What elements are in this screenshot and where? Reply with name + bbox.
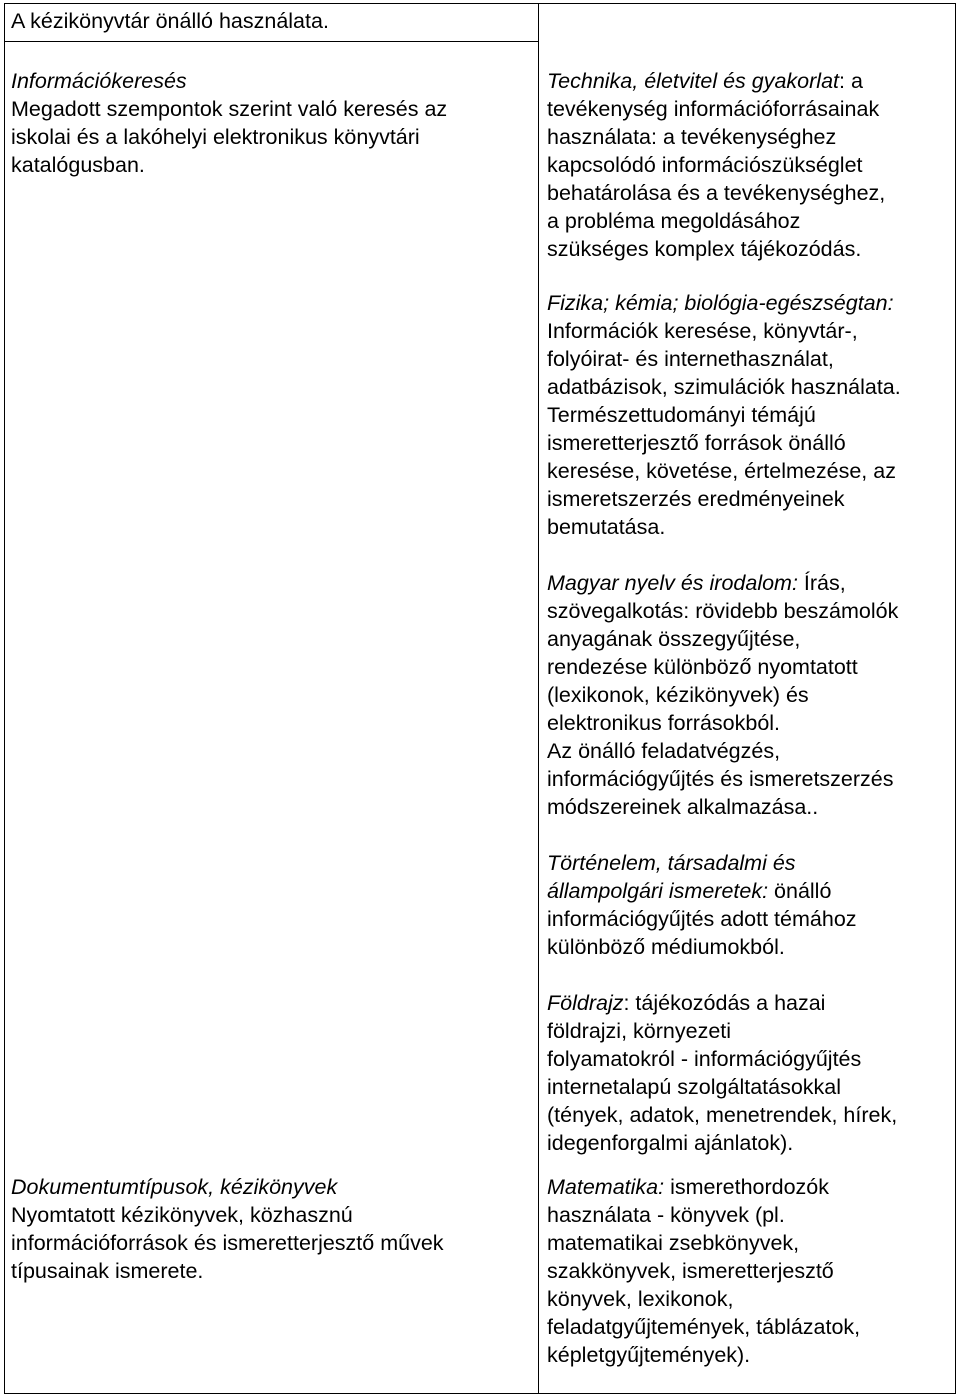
text-line: keresése, követése, értelmezése, az: [547, 459, 896, 483]
subject-label: Földrajz: [547, 991, 624, 1015]
text-line: bemutatása.: [547, 515, 666, 539]
text-run: : a: [839, 69, 863, 93]
left-block-dokumentumtipusok: [11, 1173, 444, 1285]
text-line: matematikai zsebkönyvek,: [547, 1231, 800, 1255]
column-divider: [538, 4, 539, 1393]
text-line: folyóirat- és internethasználat,: [547, 347, 834, 371]
text-line: folyamatokról - információgyűjtés: [547, 1047, 862, 1071]
text-line: iskolai és a lakóhelyi elektronikus könyvtári: [11, 125, 420, 149]
table-header-cell: [11, 7, 329, 35]
text-line: kapcsolódó információszükséglet: [547, 153, 863, 177]
subject-label: Matematika:: [547, 1175, 665, 1199]
text-line: [547, 877, 857, 905]
subject-label: Történelem, társadalmi és: [547, 851, 796, 875]
text-line: tevékenység információforrásainak: [547, 97, 880, 121]
right-block-fizika: [547, 289, 901, 541]
text-line: rendezése különböző nyomtatott: [547, 655, 858, 679]
subject-label: Technika, életvitel és gyakorlat: [547, 69, 840, 93]
text-line: különböző médiumokból.: [547, 935, 785, 959]
right-block-technika: [547, 67, 885, 263]
text-line: típusainak ismerete.: [11, 1259, 204, 1283]
text-run: ismerethordozók: [664, 1175, 830, 1199]
right-block-matematika: [547, 1173, 860, 1369]
text-line: Megadott szempontok szerint való keresés az: [11, 97, 448, 121]
text-line: adatbázisok, szimulációk használata.: [547, 375, 901, 399]
text-line: képletgyűjtemények).: [547, 1343, 751, 1367]
subject-label: Magyar nyelv és irodalom:: [547, 571, 798, 595]
right-block-magyar: [547, 569, 898, 821]
text-line: információgyűjtés adott témához: [547, 907, 857, 931]
text-line: internetalapú szolgáltatásokkal: [547, 1075, 842, 1099]
left-block-informaciokereses: [11, 67, 447, 179]
text-line: elektronikus forrásokból.: [547, 711, 781, 735]
text-run: önálló: [768, 879, 832, 903]
text-line: Az önálló feladatvégzés,: [547, 739, 781, 763]
text-line: [547, 67, 885, 95]
block-heading: Dokumentumtípusok, kézikönyvek: [11, 1175, 338, 1199]
text-line: Nyomtatott kézikönyvek, közhasznú: [11, 1203, 353, 1227]
text-line: (tények, adatok, menetrendek, hírek,: [547, 1103, 898, 1127]
subject-label: Fizika; kémia; biológia-egészségtan:: [547, 291, 894, 315]
text-line: [547, 569, 898, 597]
right-block-foldrajz: [547, 989, 897, 1157]
text-line: ismeretszerzés eredményeinek: [547, 487, 845, 511]
text-line: katalógusban.: [11, 153, 145, 177]
text-run: Írás,: [797, 571, 846, 595]
right-block-tortenelem: [547, 849, 857, 961]
text-line: könyvek, lexikonok,: [547, 1287, 734, 1311]
text-line: használata - könyvek (pl.: [547, 1203, 785, 1227]
text-line: szakkönyvek, ismeretterjesztő: [547, 1259, 834, 1283]
text-line: idegenforgalmi ajánlatok).: [547, 1131, 794, 1155]
text-line: földrajzi, környezeti: [547, 1019, 732, 1043]
row-divider: [5, 41, 538, 42]
text-run: : tájékozódás a hazai: [623, 991, 826, 1015]
text-line: szövegalkotás: rövidebb beszámolók: [547, 599, 899, 623]
text-line: ismeretterjesztő források önálló: [547, 431, 846, 455]
text-line: anyagának összegyűjtése,: [547, 627, 801, 651]
text-line: (lexikonok, kézikönyvek) és: [547, 683, 809, 707]
text-line: információforrások és ismeretterjesztő művek: [11, 1231, 444, 1255]
text-line: szükséges komplex tájékozódás.: [547, 237, 862, 261]
text-line: információgyűjtés és ismeretszerzés: [547, 767, 894, 791]
document-table: [4, 3, 956, 1394]
text-line: használata: a tevékenységhez: [547, 125, 837, 149]
text-line: módszereinek alkalmazása..: [547, 795, 819, 819]
subject-label: állampolgári ismeretek:: [547, 879, 769, 903]
text-line: Természettudományi témájú: [547, 403, 816, 427]
text-line: feladatgyűjtemények, táblázatok,: [547, 1315, 861, 1339]
header-title: A kézikönyvtár önálló használata.: [11, 9, 329, 33]
text-line: behatárolása és a tevékenységhez,: [547, 181, 886, 205]
text-line: [547, 989, 897, 1017]
block-heading: Információkeresés: [11, 69, 187, 93]
text-line: a probléma megoldásához: [547, 209, 801, 233]
text-line: Információk keresése, könyvtár-,: [547, 319, 858, 343]
text-line: [547, 1173, 860, 1201]
